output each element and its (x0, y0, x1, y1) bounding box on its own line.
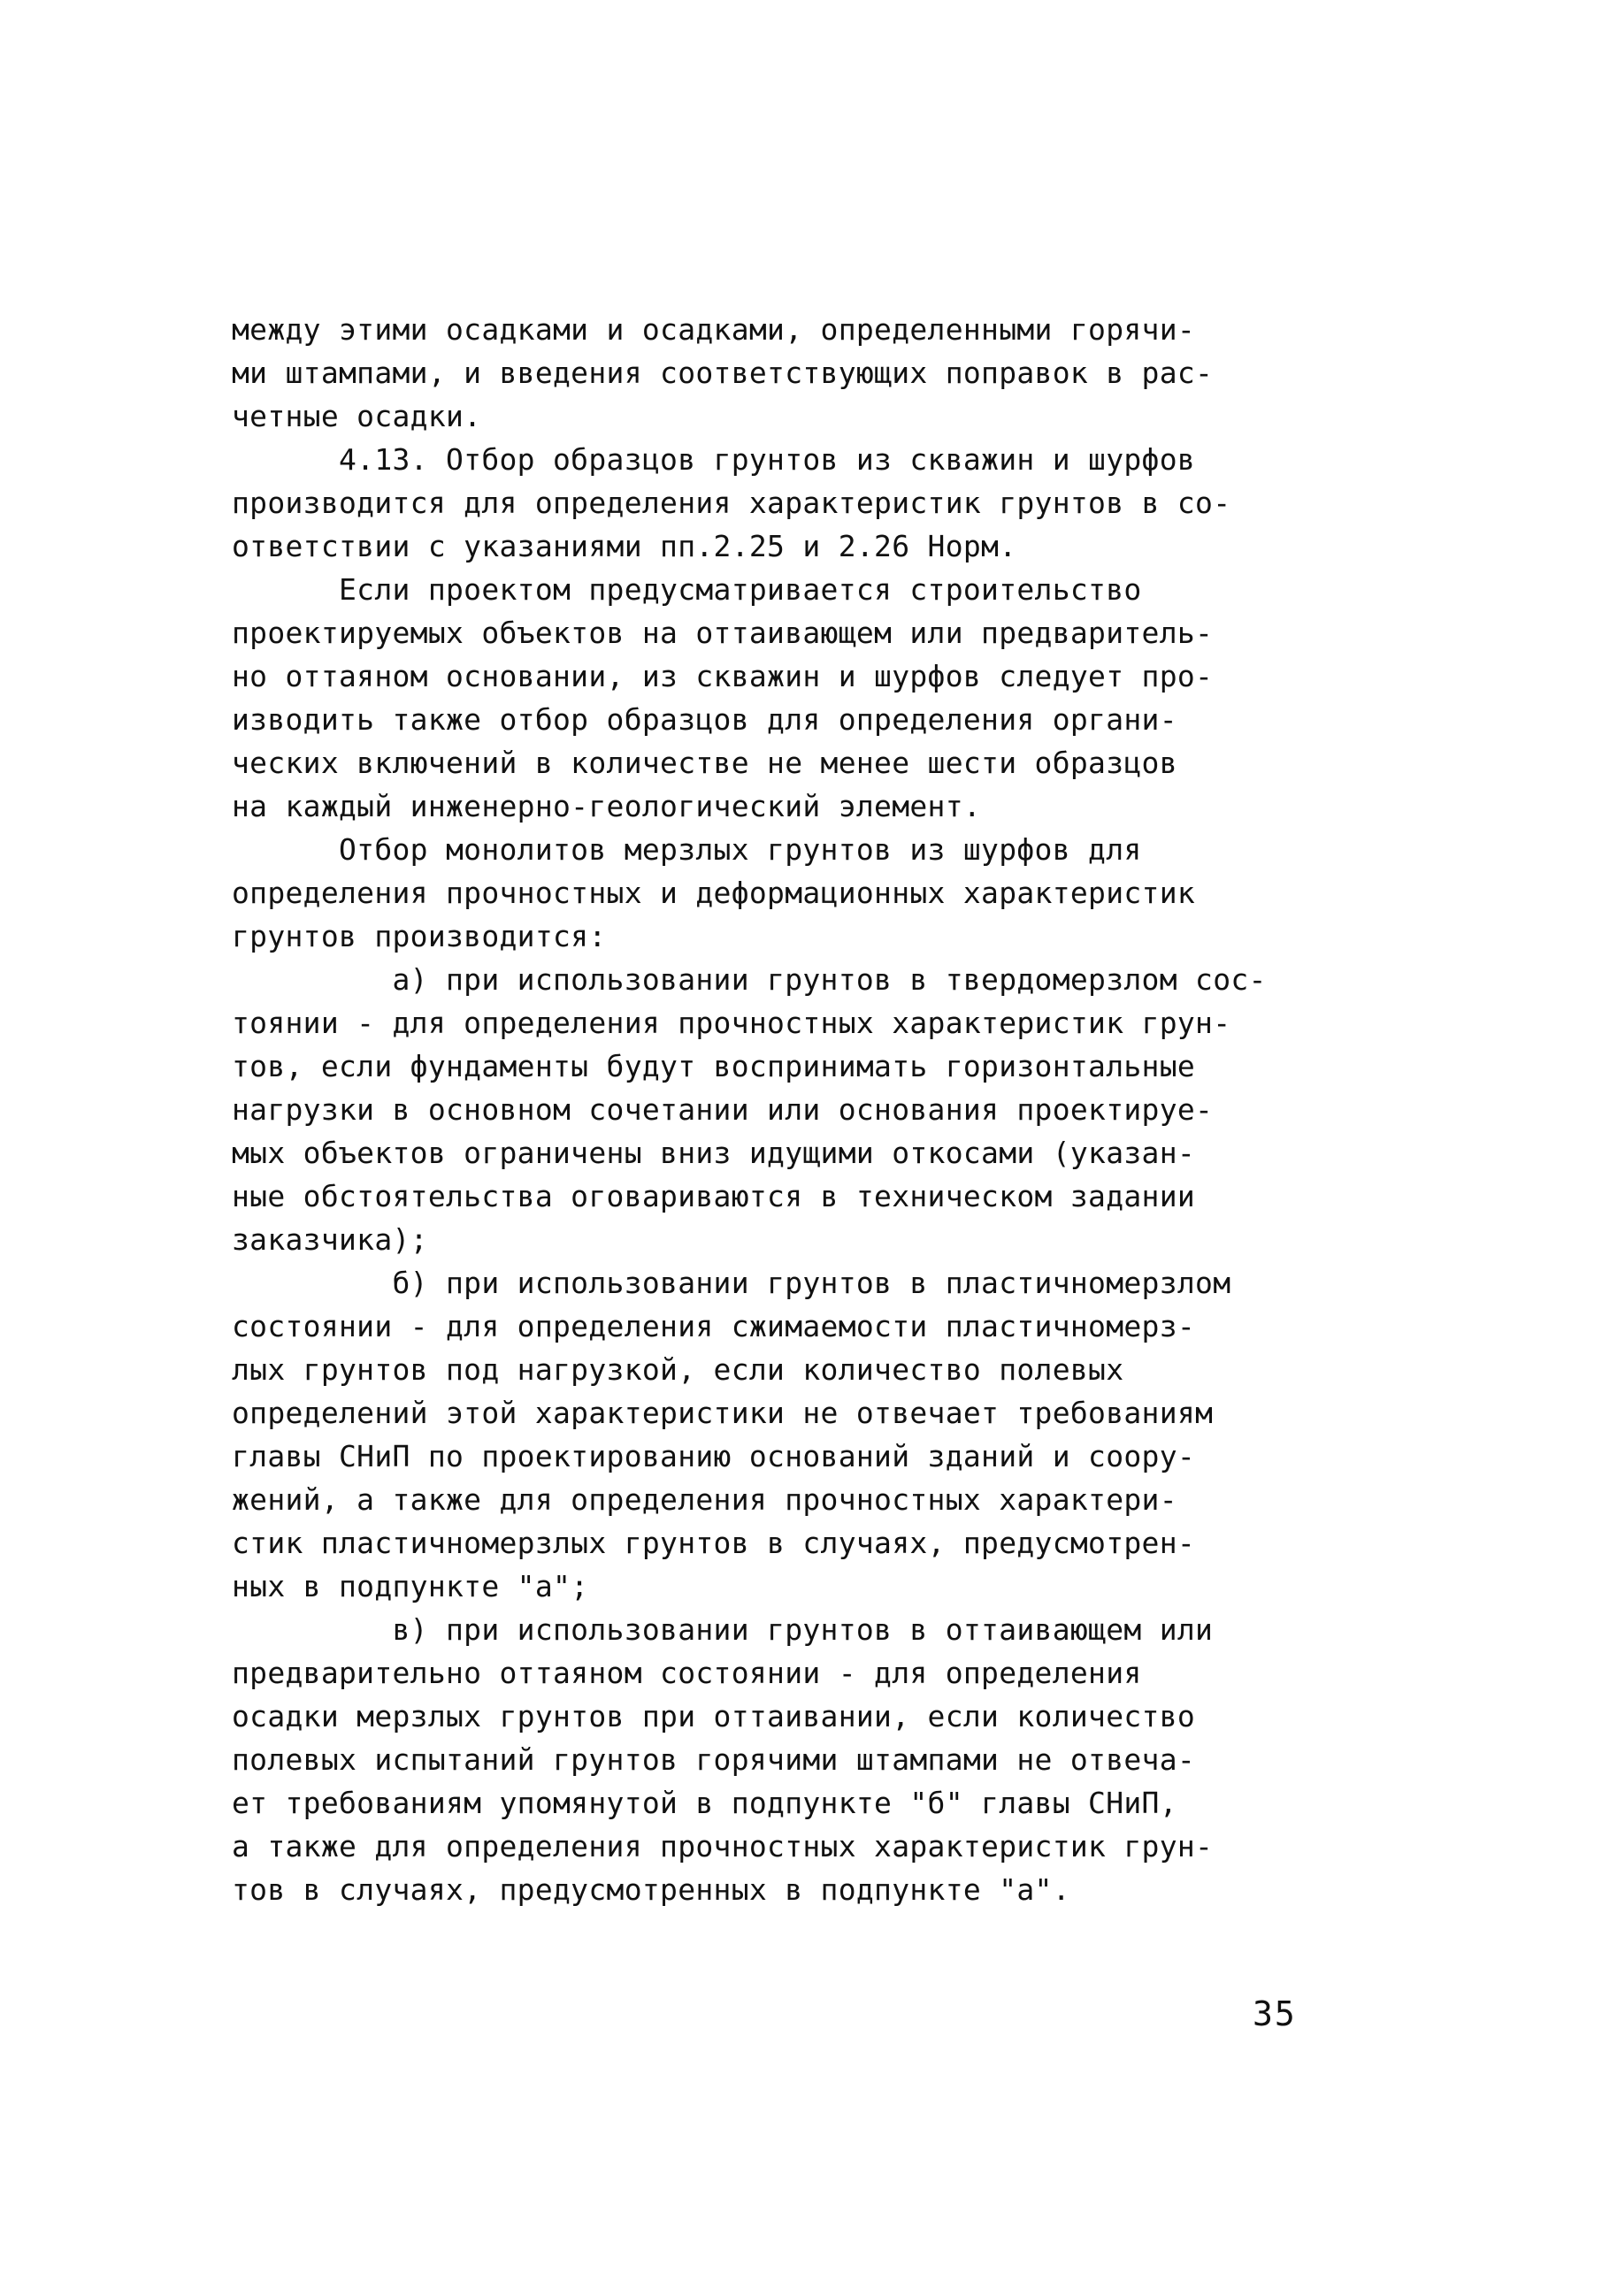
text-line: полевых испытаний грунтов горячими штампами не отвеча- (232, 1742, 1196, 1777)
text-line: ми штампами, и введения соответствующих поправок в рас- (232, 356, 1214, 390)
text-line: мых объектов ограничены вниз идущими откосами (указан- (232, 1136, 1196, 1170)
text-line: на каждый инженерно-геологический элемент. (232, 789, 982, 823)
text-line: ответствии с указаниями пп.2.25 и 2.26 Норм. (232, 529, 1017, 563)
text-line: четные осадки. (232, 399, 482, 433)
text-line: определения прочностных и деформационных характеристик (232, 876, 1196, 910)
text-line: между этими осадками и осадками, определенными горячи- (232, 312, 1196, 347)
paragraph-start-line: Отбор монолитов мерзлых грунтов из шурфов для (232, 832, 1142, 867)
body-text (232, 308, 1329, 1911)
text-line: стик пластичномерзлых грунтов в случаях, предусмотрен- (232, 1526, 1196, 1560)
text-line: проектируемых объектов на оттаивающем или предваритель- (232, 616, 1214, 650)
text-line: осадки мерзлых грунтов при оттаивании, если количество (232, 1699, 1196, 1733)
paragraph-start-line: Если проектом предусматривается строительство (232, 572, 1142, 607)
text-line: жений, а также для определения прочностных характери- (232, 1482, 1177, 1517)
text-line: определений этой характеристики не отвечает требованиям (232, 1396, 1214, 1430)
text-line: нагрузки в основном сочетании или основания проектируе- (232, 1092, 1214, 1127)
text-line: грунтов производится: (232, 919, 607, 953)
text-line: тов в случаях, предусмотренных в подпункте "а". (232, 1872, 1070, 1907)
text-line: ных в подпункте "а"; (232, 1569, 589, 1603)
text-line: главы СНиП по проектированию оснований зданий и соору- (232, 1439, 1196, 1473)
list-item-a-line: а) при использовании грунтов в твердомерзлом сос- (232, 962, 1267, 997)
text-line: тов, если фундаменты будут воспринимать горизонтальные (232, 1049, 1196, 1083)
text-line: но оттаяном основании, из скважин и шурфов следует про- (232, 659, 1214, 693)
list-item-b-line: б) при использовании грунтов в пластичномерзлом (232, 1266, 1231, 1300)
text-line: ческих включений в количестве не менее шести образцов (232, 746, 1177, 780)
text-line: изводить также отбор образцов для определения органи- (232, 702, 1177, 737)
text-line: производится для определения характеристик грунтов в со- (232, 486, 1231, 520)
text-line: лых грунтов под нагрузкой, если количество полевых (232, 1352, 1124, 1387)
list-item-v-line: в) при использовании грунтов в оттаивающем или (232, 1612, 1214, 1647)
text-line: а также для определения прочностных характеристик грун- (232, 1829, 1214, 1864)
text-line: ет требованиям упомянутой в подпункте "б" главы СНиП, (232, 1786, 1177, 1820)
page-number: 35 (1253, 1994, 1297, 2033)
text-line: тоянии - для определения прочностных характеристик грун- (232, 1006, 1231, 1040)
text-line: заказчика); (232, 1222, 428, 1257)
text-line: ные обстоятельства оговариваются в техническом задании (232, 1179, 1196, 1213)
text-line: состоянии - для определения сжимаемости пластичномерз- (232, 1309, 1196, 1343)
text-line: предварительно оттаяном состоянии - для определения (232, 1656, 1142, 1690)
section-heading-line: 4.13. Отбор образцов грунтов из скважин и шурфов (232, 442, 1196, 477)
